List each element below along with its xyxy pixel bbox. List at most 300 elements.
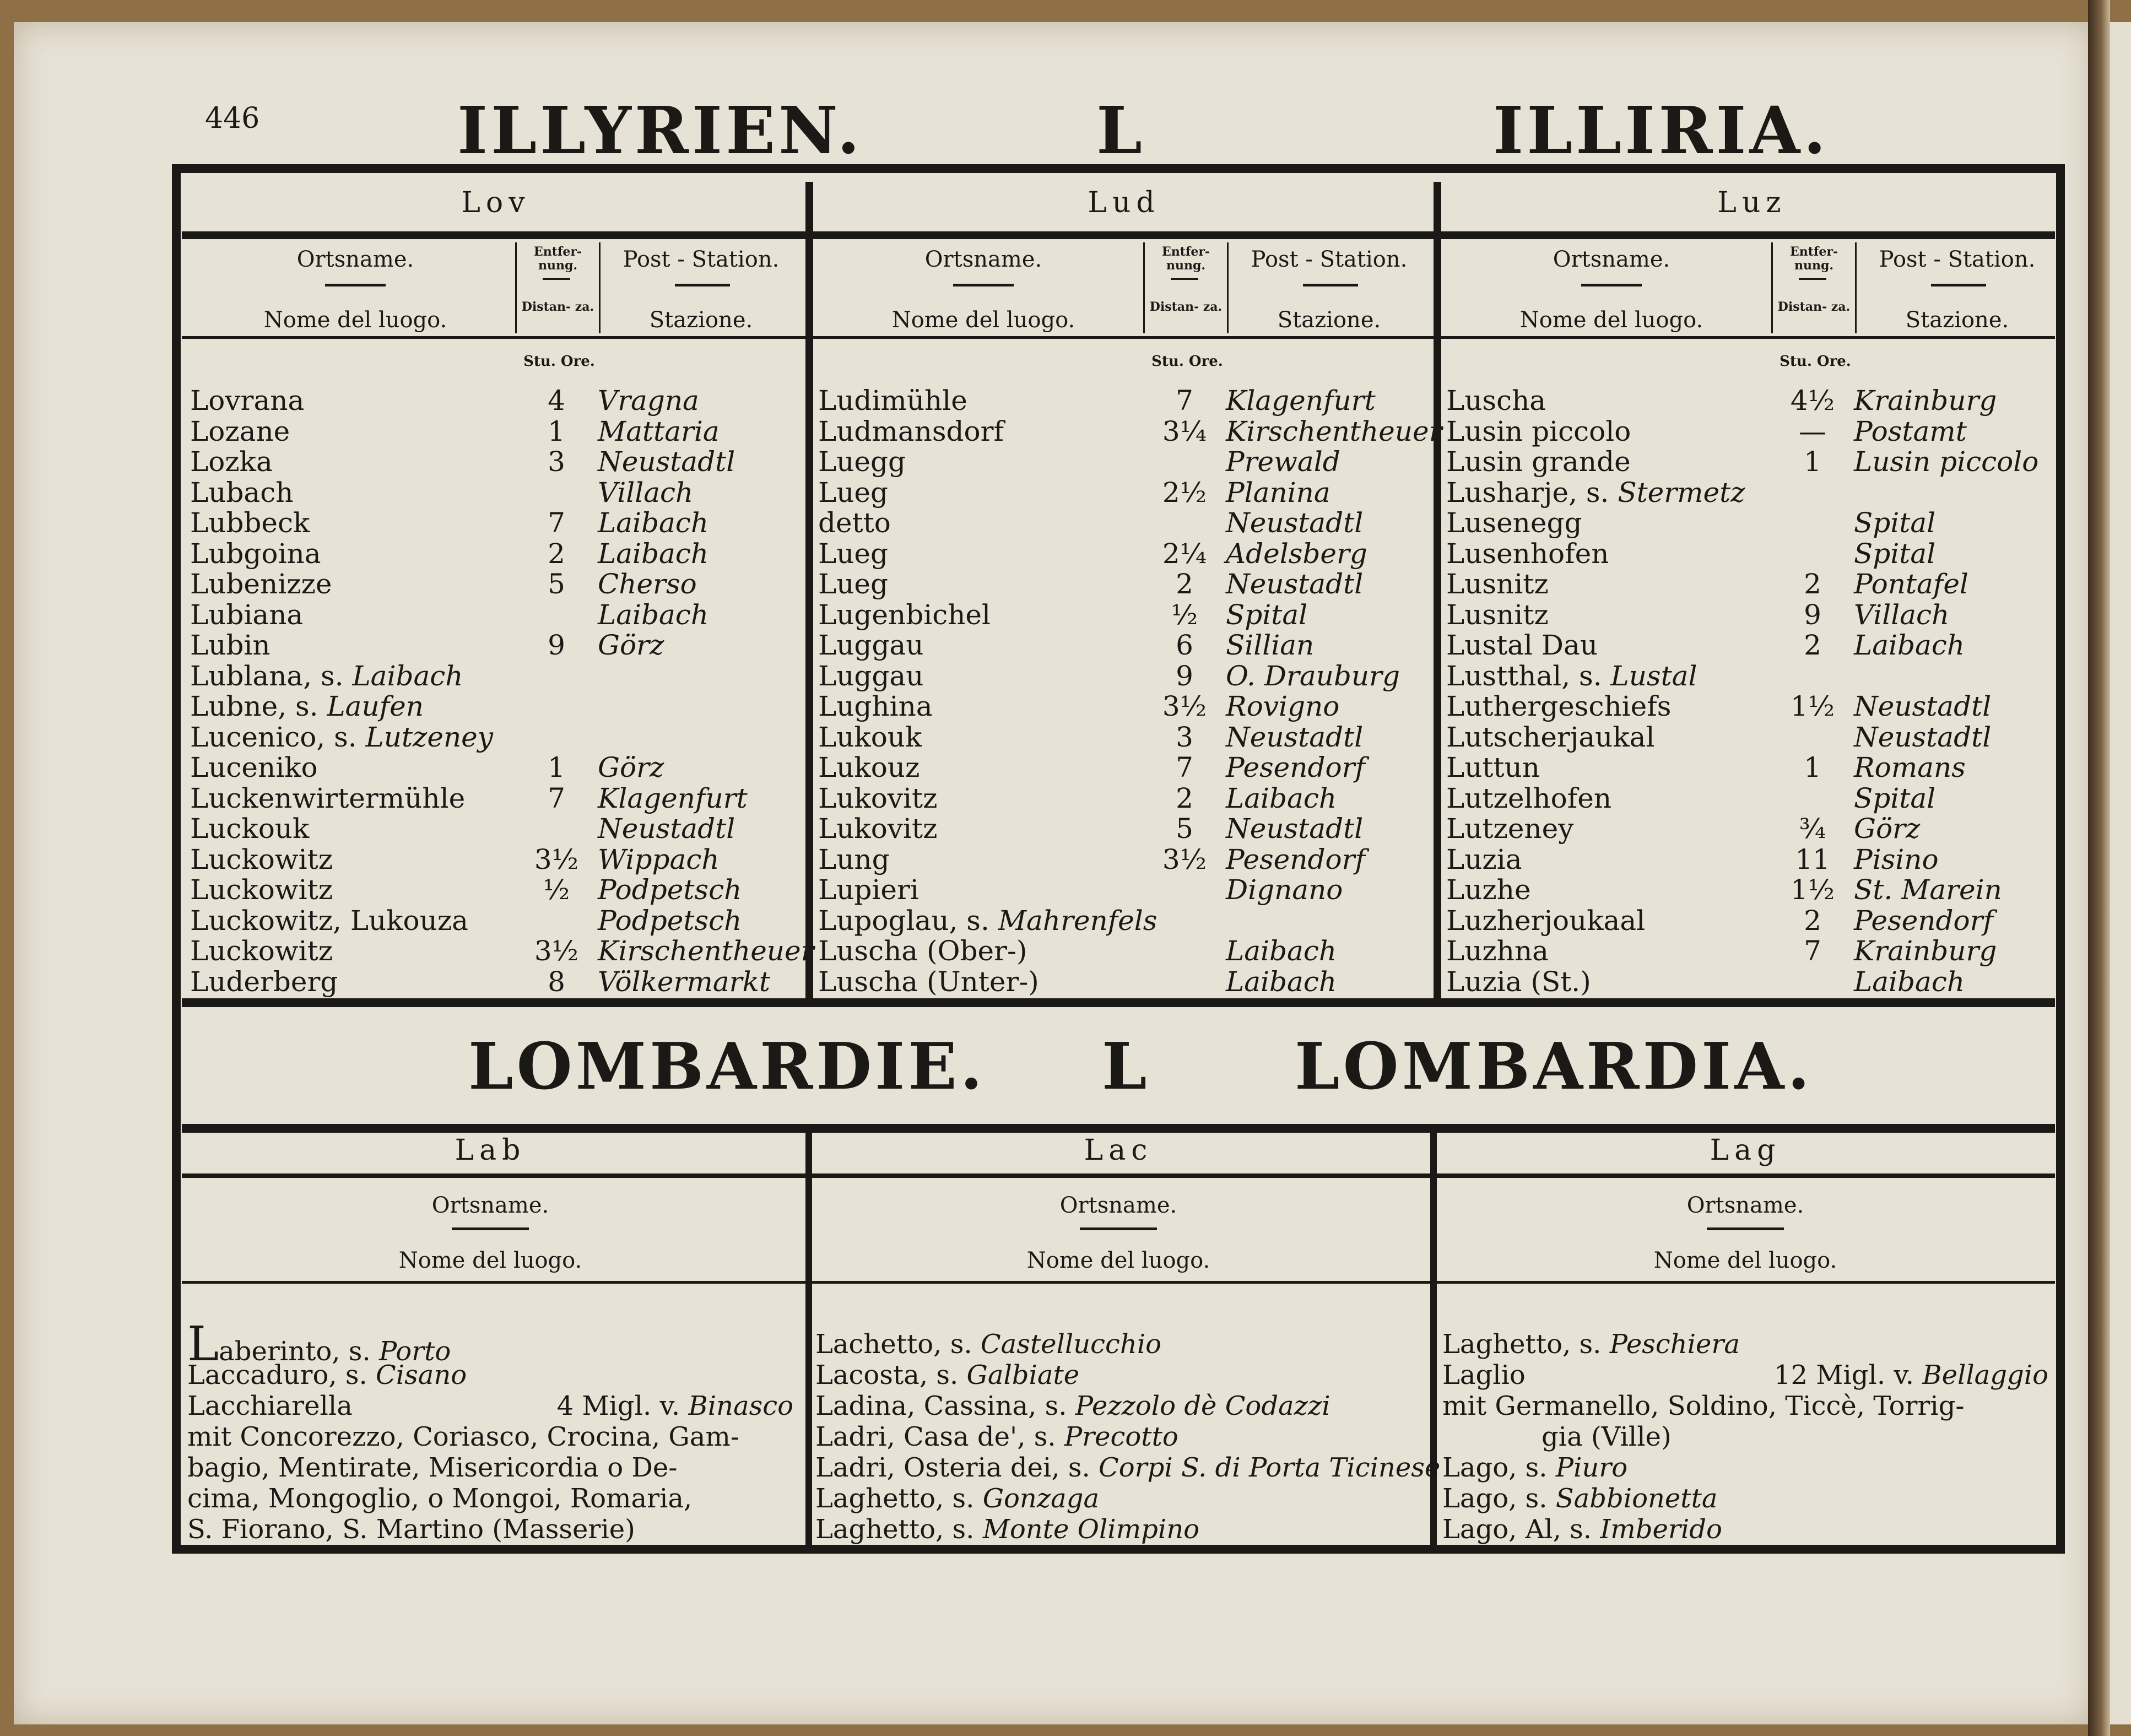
- entry-text: mit Concorezzo, Coriasco, Crocina, Gam-: [187, 1421, 740, 1452]
- table-row: [1446, 630, 2058, 661]
- post-station: Neustadtl: [598, 446, 735, 478]
- distance-value: 3½: [1162, 690, 1207, 722]
- distance-value: 5: [548, 568, 565, 600]
- table-row: [190, 691, 802, 722]
- table-row: [1446, 722, 2058, 753]
- header-rule-top: [182, 231, 2055, 239]
- title-lombardia: LOMBARDIA.: [1295, 1029, 1813, 1104]
- place-name: detto: [818, 507, 891, 539]
- table-row: [1446, 936, 2058, 967]
- post-station: Podpetsch: [598, 904, 742, 937]
- place-name: Lueg: [818, 568, 889, 600]
- entry-text: bagio, Mentirate, Misericordia o De-: [187, 1452, 678, 1483]
- list-line: [1442, 1483, 2048, 1514]
- post-station: Pisino: [1854, 843, 1939, 875]
- distance-value: 2: [548, 537, 565, 570]
- col-lov-post-station-header: Post - Station.: [623, 247, 780, 272]
- table-row: [1446, 753, 2058, 783]
- col-lud-entf-rule: [1171, 278, 1198, 280]
- entry-text: Laghetto, s. Peschiera: [1442, 1329, 1740, 1360]
- distance-value: 3½: [1162, 843, 1207, 875]
- post-station: Laibach: [1854, 965, 1965, 998]
- place-name: Luzherjoukaal: [1446, 904, 1646, 937]
- section-divider-1: [182, 998, 2055, 1007]
- table-row: [1446, 386, 2058, 417]
- distance-value: 2: [1176, 782, 1193, 814]
- header-rule-bottom: [182, 336, 2055, 339]
- table-row: [190, 600, 802, 631]
- place-name: Lutzeney: [1446, 813, 1574, 845]
- lomb-header-rule-bottom: [182, 1281, 2055, 1284]
- column-head-lag: Lag: [1710, 1134, 1781, 1167]
- column-head-lud: Lud: [1088, 186, 1160, 219]
- list-line: [815, 1514, 1421, 1545]
- distance-value: 4: [548, 385, 565, 417]
- col-lud-rows: [818, 385, 1442, 998]
- post-station: Laibach: [1226, 782, 1337, 814]
- post-station: Spital: [1854, 782, 1936, 814]
- table-row: [818, 478, 1430, 509]
- place-name: Luscha (Ober-): [818, 935, 1027, 967]
- post-station: Spital: [1854, 537, 1936, 570]
- post-station: Laibach: [1854, 629, 1965, 661]
- table-row: [818, 415, 1442, 447]
- post-station: Pontafel: [1854, 568, 1968, 600]
- place-name: Lubbeck: [190, 507, 310, 539]
- distance-value: 3: [1176, 721, 1193, 753]
- list-line: [815, 1329, 1421, 1360]
- table-row: [190, 875, 802, 906]
- table-row: [190, 906, 802, 937]
- table-row: [818, 783, 1430, 814]
- distance-value: 1: [548, 415, 565, 447]
- table-row: [190, 386, 802, 417]
- table-row: [1446, 478, 2058, 509]
- col-lov-rows: [190, 385, 814, 998]
- table-row: [818, 753, 1430, 783]
- col-luz-stu-ore: Stu. Ore.: [1780, 353, 1851, 370]
- distance-value: 3¼: [1162, 415, 1207, 447]
- distance-value: 1½: [1790, 690, 1835, 722]
- col-lov-distanza-header: Distan- za.: [521, 300, 594, 314]
- place-name: Lueg: [818, 537, 889, 570]
- post-station: Krainburg: [1854, 385, 1997, 417]
- post-station: Planina: [1226, 476, 1330, 509]
- lomb-col-lac-ortsname-header: Ortsname.: [1059, 1193, 1177, 1218]
- place-name: Lupoglau, s. Mahrenfels: [818, 904, 1158, 937]
- table-row: [818, 600, 1430, 631]
- distance-value: 7: [1804, 935, 1821, 967]
- post-station: Pesendorf: [1854, 904, 1993, 937]
- post-station: Klagenfurt: [598, 782, 748, 814]
- distance-value: 3½: [534, 843, 579, 875]
- col-lov-stu-ore: Stu. Ore.: [523, 353, 595, 370]
- post-station: Neustadtl: [1226, 721, 1364, 753]
- table-row: [190, 935, 814, 967]
- entry-text: gia (Ville): [1542, 1421, 1672, 1452]
- place-name: Ludmansdorf: [818, 415, 1004, 447]
- col-divider-2: [1434, 182, 1441, 1003]
- list-line: [815, 1421, 1421, 1452]
- list-line: [1442, 1391, 2048, 1421]
- post-station: Neustadtl: [1226, 568, 1364, 600]
- col-lov-ortsname-rule: [325, 284, 386, 286]
- col-lov-entfernung-header: Entfer- nung.: [533, 245, 582, 273]
- table-row: [818, 630, 1430, 661]
- post-station: Romans: [1854, 751, 1966, 783]
- place-name: Lupieri: [818, 874, 919, 906]
- place-name: Lubgoina: [190, 537, 321, 570]
- column-head-luz: Luz: [1717, 186, 1787, 219]
- place-name: Luzia: [1446, 843, 1522, 875]
- table-row: [818, 845, 1430, 875]
- table-row: [190, 417, 802, 447]
- col-lov-entf-rule: [543, 278, 570, 280]
- list-line: [1442, 1452, 2048, 1483]
- col-lud-stazione-header: Stazione.: [1277, 307, 1381, 333]
- table-row: [190, 967, 802, 998]
- place-name: Lukouz: [818, 751, 920, 783]
- table-row: [190, 447, 802, 478]
- post-station: Laibach: [1226, 935, 1337, 967]
- distance-value: 9: [1176, 659, 1193, 692]
- table-row: [818, 814, 1430, 845]
- place-name: Luckenwirtermühle: [190, 782, 466, 814]
- place-name: Lucenico, s. Lutzeney: [190, 721, 494, 753]
- distance-value: 7: [1176, 385, 1193, 417]
- place-name: Lung: [818, 843, 890, 875]
- table-row: [190, 722, 802, 753]
- lomb-col-divider-1: [805, 1129, 812, 1548]
- place-name: Lugenbichel: [818, 598, 991, 631]
- col-lud-ortsname-rule: [953, 284, 1014, 286]
- col-luz-ortsname-header: Ortsname.: [1553, 247, 1670, 272]
- distance-value: 9: [1804, 598, 1821, 631]
- table-row: [818, 569, 1430, 600]
- table-row: [1446, 569, 2058, 600]
- list-line: [1442, 1329, 2048, 1360]
- table-row: [1446, 814, 2058, 845]
- lomb-col-lag-lines: [1442, 1329, 2048, 1545]
- post-station: Podpetsch: [598, 874, 742, 906]
- post-station: Görz: [598, 629, 664, 661]
- list-line: [187, 1360, 793, 1391]
- distance-value: 7: [548, 507, 565, 539]
- post-station: Lusin piccolo: [1854, 446, 2039, 478]
- place-name: Lukouk: [818, 721, 922, 753]
- table-row: [190, 478, 802, 509]
- place-name: Lukovitz: [818, 813, 938, 845]
- col-luz-entf-rule: [1799, 278, 1826, 280]
- post-station: Neustadtl: [598, 813, 735, 845]
- post-station: Neustadtl: [1226, 813, 1364, 845]
- table-row: [818, 508, 1430, 539]
- place-name: Luggau: [818, 659, 924, 692]
- entry-text: Lacosta, s. Galbiate: [815, 1360, 1080, 1391]
- place-name: Lusenegg: [1446, 507, 1582, 539]
- distance-value: 4½: [1790, 385, 1835, 417]
- distance-value: ¾: [1799, 813, 1826, 845]
- table-row: [1446, 417, 2058, 447]
- col-lov-ortsname-header: Ortsname.: [296, 247, 414, 272]
- post-station: O. Drauburg: [1226, 659, 1400, 692]
- table-row: [190, 508, 802, 539]
- post-station: Klagenfurt: [1226, 385, 1376, 417]
- place-name: Luderberg: [190, 965, 338, 998]
- list-line: [1442, 1514, 2048, 1545]
- list-line: [187, 1452, 793, 1483]
- lomb-col-lab-ortsname-rule: [452, 1227, 529, 1230]
- entry-text: Laghetto, s. Monte Olimpino: [815, 1514, 1200, 1545]
- distance-value: 8: [548, 965, 565, 998]
- place-name: Luscha (Unter-): [818, 965, 1039, 998]
- col-lud-entfernung-header: Entfer- nung.: [1161, 245, 1210, 273]
- list-line: [815, 1452, 1441, 1483]
- distance-value: 2: [1804, 629, 1821, 661]
- col-luz-entfernung-header: Entfer- nung.: [1789, 245, 1838, 273]
- place-name: Lovrana: [190, 385, 305, 417]
- place-name: Luzhna: [1446, 935, 1549, 967]
- table-row: [190, 661, 802, 692]
- post-station: Prewald: [1226, 446, 1340, 478]
- title-illiria: ILLIRIA.: [1493, 92, 1830, 169]
- drop-cap: L: [187, 1317, 219, 1372]
- place-name: Luzia (St.): [1446, 965, 1591, 998]
- post-station: Rovigno: [1226, 690, 1340, 722]
- place-name: Lozane: [190, 415, 290, 447]
- entry-text: Lachetto, s. Castellucchio: [815, 1329, 1162, 1360]
- entry-text: Ladina, Cassina, s. Pezzolo dè Codazzi: [815, 1391, 1330, 1421]
- col-luz-distanza-header: Distan- za.: [1777, 300, 1851, 314]
- place-name: Luckowitz: [190, 843, 333, 875]
- post-station: Villach: [598, 476, 694, 509]
- distance-value: 1: [1804, 751, 1821, 783]
- post-station: Kirschentheuer: [1226, 415, 1442, 447]
- table-row: [1446, 447, 2058, 478]
- place-name: Luzhe: [1446, 874, 1531, 906]
- distance-value: 7: [548, 782, 565, 814]
- table-row: [818, 386, 1430, 417]
- entry-text: Laglio: [1442, 1360, 1526, 1391]
- distance-value: 2¼: [1162, 537, 1207, 570]
- place-name: Lueg: [818, 476, 889, 509]
- place-name: Luegg: [818, 446, 906, 478]
- col-lov-nome-header: Nome del luogo.: [263, 307, 447, 333]
- table-row: [818, 722, 1430, 753]
- distance-value: 2: [1176, 568, 1193, 600]
- list-line: [1442, 1421, 2048, 1452]
- place-name: Lustthal, s. Lustal: [1446, 659, 1697, 692]
- post-station: Neustadtl: [1854, 690, 1992, 722]
- title-illyrien: ILLYRIEN.: [457, 92, 863, 169]
- title-lombardie: LOMBARDIE.: [468, 1029, 986, 1104]
- post-station: Spital: [1226, 598, 1308, 631]
- table-row: [190, 539, 802, 570]
- table-row: [1446, 845, 2058, 875]
- entry-text: Lago, s. Piuro: [1442, 1452, 1628, 1483]
- post-station: Laibach: [1226, 965, 1337, 998]
- post-station: Pesendorf: [1226, 843, 1365, 875]
- distance-value: 1: [1804, 446, 1821, 478]
- distance-value: 11: [1795, 843, 1830, 875]
- entry-text: Laccaduro, s. Cisano: [187, 1360, 467, 1391]
- lomb-col-lab-lines: [187, 1317, 793, 1545]
- col-luz-ortsname-rule: [1581, 284, 1642, 286]
- table-row: [190, 569, 802, 600]
- table-row: [1446, 875, 2058, 906]
- post-station: St. Marein: [1854, 874, 2002, 906]
- distance-value: 2: [1804, 904, 1821, 937]
- table-row: [1446, 508, 2058, 539]
- distance-value: 1: [548, 751, 565, 783]
- place-name: Lukovitz: [818, 782, 938, 814]
- place-name: Lusharje, s. Stermetz: [1446, 476, 1745, 509]
- entry-text: cima, Mongoglio, o Mongoi, Romaria,: [187, 1483, 693, 1514]
- place-name: Lozka: [190, 446, 273, 478]
- table-row: [190, 783, 802, 814]
- lomb-col-lab-nome-header: Nome del luogo.: [398, 1248, 582, 1273]
- distance-value: 2: [1804, 568, 1821, 600]
- list-line: [815, 1483, 1421, 1514]
- list-line: [187, 1514, 793, 1545]
- post-station: Krainburg: [1854, 935, 1997, 967]
- col-lud-post-station-header: Post - Station.: [1251, 247, 1408, 272]
- post-station: Laibach: [598, 537, 709, 570]
- col-lud-stu-ore: Stu. Ore.: [1151, 353, 1223, 370]
- table-row: [190, 753, 802, 783]
- col-lov-stazione-header: Stazione.: [649, 307, 753, 333]
- entry-text: Lago, Al, s. Imberido: [1442, 1514, 1722, 1545]
- post-station: Cherso: [598, 568, 697, 600]
- place-name: Luckouk: [190, 813, 310, 845]
- list-line: [187, 1391, 793, 1421]
- lomb-col-lag-ortsname-header: Ortsname.: [1686, 1193, 1804, 1218]
- distance-value: 3: [548, 446, 565, 478]
- lomb-col-divider-2: [1430, 1129, 1437, 1548]
- post-station: Neustadtl: [1854, 721, 1992, 753]
- entry-text: Laberinto, s. Porto: [187, 1317, 451, 1372]
- post-station: Vragna: [598, 385, 699, 417]
- entry-text: Ladri, Osteria dei, s. Corpi S. di Porta Ticinese: [815, 1452, 1441, 1483]
- distance-value: —: [1799, 415, 1826, 447]
- table-row: [818, 447, 1430, 478]
- col-lov-post-rule: [675, 284, 730, 286]
- entry-text: mit Germanello, Soldino, Ticcè, Torrig-: [1442, 1391, 1965, 1421]
- lomb-col-lac-lines: [815, 1329, 1441, 1545]
- lomb-col-lag-nome-header: Nome del luogo.: [1653, 1248, 1837, 1273]
- distance-value: 2½: [1162, 476, 1207, 509]
- place-name: Luscha: [1446, 385, 1546, 417]
- distance-value: ½: [1171, 598, 1198, 631]
- col-lud-hdr-sep-1: [1143, 242, 1145, 333]
- place-name: Lusenhofen: [1446, 537, 1609, 570]
- place-name: Luckowitz: [190, 874, 333, 906]
- table-row: [818, 875, 1430, 906]
- list-line: [187, 1421, 793, 1452]
- post-station: Görz: [1854, 813, 1921, 845]
- place-name: Lutzelhofen: [1446, 782, 1612, 814]
- post-station: Neustadtl: [1226, 507, 1364, 539]
- section-divider-2: [182, 1124, 2055, 1133]
- list-line: [1442, 1360, 2048, 1391]
- lomb-col-lac-nome-header: Nome del luogo.: [1026, 1248, 1210, 1273]
- post-station: Postamt: [1854, 415, 1967, 447]
- col-lov-hdr-sep-1: [515, 242, 517, 333]
- col-lud-nome-header: Nome del luogo.: [891, 307, 1075, 333]
- post-station: Laibach: [598, 598, 709, 631]
- entry-text: Laghetto, s. Gonzaga: [815, 1483, 1100, 1514]
- list-line: [187, 1317, 793, 1372]
- post-station: Dignano: [1226, 874, 1343, 906]
- place-name: Luttun: [1446, 751, 1540, 783]
- entry-text: Lago, s. Sabbionetta: [1442, 1483, 1718, 1514]
- place-name: Lubne, s. Laufen: [190, 690, 424, 722]
- lomb-header-rule: [182, 1173, 2055, 1178]
- post-station: Pesendorf: [1226, 751, 1365, 783]
- place-name: Luceniko: [190, 751, 318, 783]
- distance-reference: 4 Migl. v. Binasco: [556, 1391, 793, 1421]
- col-luz-nome-header: Nome del luogo.: [1519, 307, 1703, 333]
- place-name: Luthergeschiefs: [1446, 690, 1672, 722]
- col-lud-distanza-header: Distan- za.: [1149, 300, 1223, 314]
- list-line: [815, 1391, 1421, 1421]
- place-name: Lublana, s. Laibach: [190, 659, 463, 692]
- title-letter-top: L: [1096, 92, 1145, 169]
- table-row: [1446, 906, 2058, 937]
- place-name: Lubach: [190, 476, 294, 509]
- facing-page-edge: [2110, 22, 2131, 1724]
- col-divider-1: [805, 182, 813, 1003]
- distance-value: 1½: [1790, 874, 1835, 906]
- table-row: [818, 661, 1430, 692]
- place-name: Lubiana: [190, 598, 304, 631]
- col-luz-stazione-header: Stazione.: [1905, 307, 2009, 333]
- table-row: [190, 630, 802, 661]
- col-luz-hdr-sep-1: [1771, 242, 1773, 333]
- distance-reference: 12 Migl. v. Bellaggio: [1773, 1360, 2048, 1391]
- col-luz-post-rule: [1931, 284, 1986, 286]
- column-head-lab: Lab: [455, 1134, 526, 1167]
- distance-value: ½: [543, 874, 570, 906]
- col-luz-rows: [1446, 386, 2058, 997]
- post-station: Völkermarkt: [598, 965, 770, 998]
- place-name: Lubenizze: [190, 568, 332, 600]
- table-row: [818, 906, 1430, 937]
- entry-text: Ladri, Casa de', s. Precotto: [815, 1421, 1178, 1452]
- table-row: [1446, 967, 2058, 998]
- place-name: Lustal Dau: [1446, 629, 1598, 661]
- list-line: [187, 1483, 793, 1514]
- list-line: [815, 1360, 1421, 1391]
- place-name: Lughina: [818, 690, 933, 722]
- col-lud-post-rule: [1303, 284, 1358, 286]
- col-lud-ortsname-header: Ortsname.: [924, 247, 1042, 272]
- post-station: Sillian: [1226, 629, 1315, 661]
- table-row: [818, 691, 1430, 722]
- column-head-lac: Lac: [1084, 1134, 1153, 1167]
- lomb-col-lab-ortsname-header: Ortsname.: [431, 1193, 549, 1218]
- post-station: Mattaria: [598, 415, 720, 447]
- place-name: Lutscherjaukal: [1446, 721, 1655, 753]
- table-row: [1446, 691, 2058, 722]
- place-name: Lusnitz: [1446, 568, 1549, 600]
- col-luz-post-station-header: Post - Station.: [1879, 247, 2036, 272]
- table-row: [190, 814, 802, 845]
- table-row: [190, 845, 802, 875]
- post-station: Kirschentheuer: [598, 935, 814, 967]
- distance-value: 7: [1176, 751, 1193, 783]
- lomb-col-lac-ortsname-rule: [1080, 1227, 1157, 1230]
